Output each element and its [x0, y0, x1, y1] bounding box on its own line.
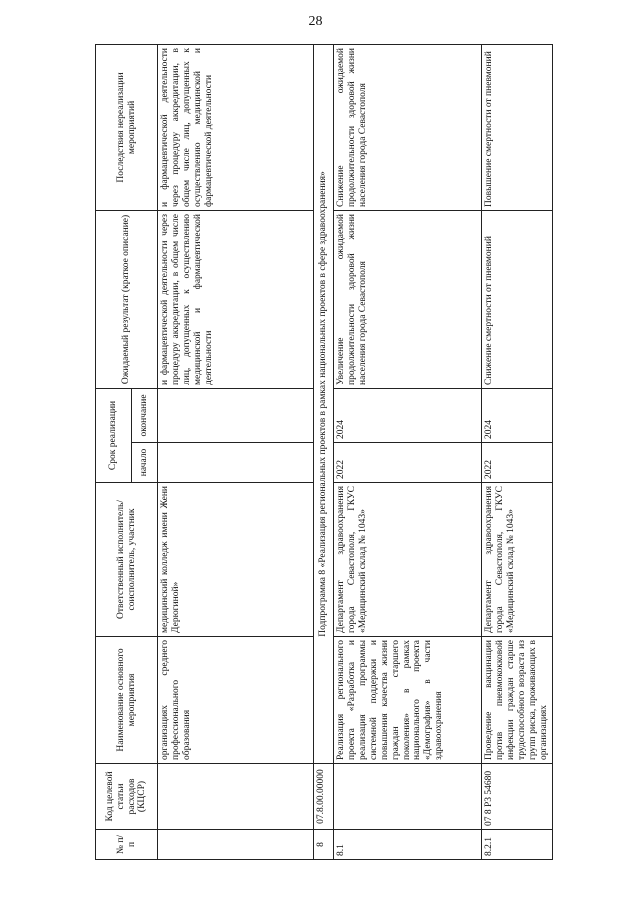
cell-resp: Департамент здравоохранения города Севастополя, ГКУС «Медицинский склад № 1043»	[482, 483, 553, 637]
cell-start: 2022	[482, 443, 553, 483]
col-start-header: начало	[132, 443, 158, 483]
cell-num: 8.1	[334, 830, 482, 860]
col-end-header: окончание	[132, 388, 158, 442]
col-result-header: Ожидаемый результат (краткое описание)	[96, 210, 158, 388]
rotated-table-wrapper	[95, 45, 549, 860]
cell-name: Реализация регионального проекта «Разработка и реализация программы системной поддержки и повышения качества жизни граждан старшего поколения» в рамках национального проекта «Демография» в части здравоохранения	[334, 637, 482, 764]
col-name-header: Наименование основного мероприятия	[96, 637, 158, 764]
cell-code: 07.8.00.00000	[314, 764, 334, 830]
cell-start: 2022	[334, 443, 482, 483]
cell-code	[334, 764, 482, 830]
measures-table	[95, 44, 553, 860]
cell-name: организациях среднего профессионального образования	[158, 637, 314, 764]
page-number: 28	[308, 14, 323, 29]
table-row	[482, 44, 553, 859]
cell-num: 8.2.1	[482, 830, 553, 860]
cell-end	[158, 388, 314, 442]
col-resp-header: Ответственный исполнитель/соисполнитель, участник	[96, 483, 158, 637]
cell-end: 2024	[334, 388, 482, 442]
col-code-header: Код целевой статьи расходов (КЦСР)	[96, 764, 158, 830]
cell-consequences: и фармацевтической деятельности через процедуру аккредитации, в общем числе лиц, допущенных к осуществлению медицинской и фармацевтической деятельности	[158, 44, 314, 210]
col-consequences-header: Последствия нереализации мероприятий	[96, 44, 158, 210]
table-row	[334, 44, 482, 859]
cell-consequences: Снижение ожидаемой продолжительности здоровой жизни населения города Севастополя	[334, 44, 482, 210]
col-num-header: № п/п	[96, 830, 158, 860]
cell-result: Увеличение ожидаемой продолжительности здоровой жизни населения города Севастополя	[334, 210, 482, 388]
cell-code: 07 8 P3 54680	[482, 764, 553, 830]
cell-end: 2024	[482, 388, 553, 442]
cell-num	[158, 830, 314, 860]
header-row	[96, 44, 132, 859]
cell-num: 8	[314, 830, 334, 860]
cell-result: и фармацевтической деятельности через процедуру аккредитации, в общем числе лиц, допущенных к осуществлению медицинской и фармацевтической деятельности	[158, 210, 314, 388]
col-period-header: Срок реализации	[96, 388, 132, 482]
cell-name: Проведение вакцинации против пневмококковой инфекции граждан старше трудоспособного возраста из групп риска, проживающих в организациях	[482, 637, 553, 764]
subprogram-row	[314, 44, 334, 859]
table-row	[158, 44, 314, 859]
cell-consequences: Повышение смертности от пневмоний	[482, 44, 553, 210]
cell-resp: медицинский колледж имени Жени Дерюгиной»	[158, 483, 314, 637]
cell-resp: Департамент здравоохранения города Севастополя, ГКУС «Медицинский склад № 1043»	[334, 483, 482, 637]
cell-code	[158, 764, 314, 830]
cell-start	[158, 443, 314, 483]
subprogram-title: Подпрограмма 8 «Реализация региональных проектов в рамках национальных проектов в сфере здравоохранения»	[314, 44, 334, 763]
cell-result: Снижение смертности от пневмоний	[482, 210, 553, 388]
